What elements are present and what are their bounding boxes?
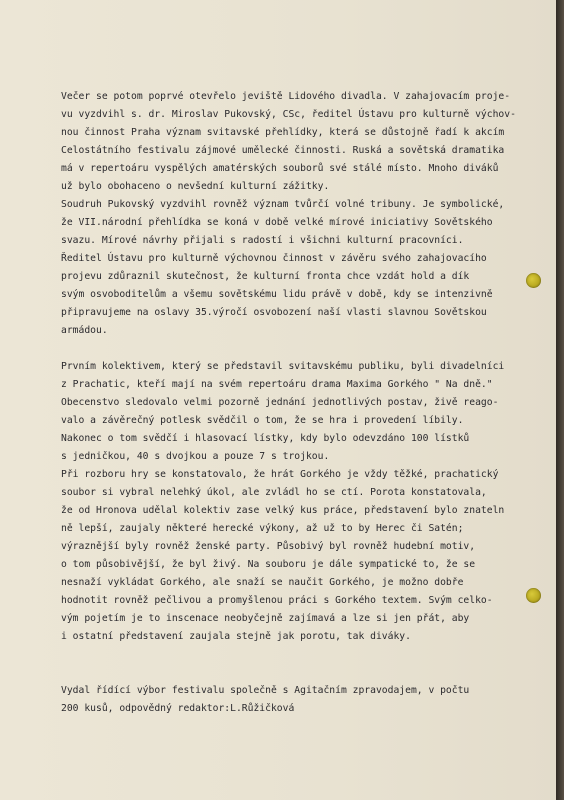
- text-line: Při rozboru hry se konstatovalo, že hrát Gorkého je vždy těžké, prachatický: [61, 469, 499, 480]
- paragraph-gap: [61, 646, 545, 664]
- text-line: už bylo obohaceno o nevšední kulturní zážitky.: [61, 181, 330, 192]
- typed-text-body: [61, 88, 545, 718]
- text-line: i ostatní představení zaujala stejně jak porotu, tak diváky.: [61, 631, 411, 642]
- text-line: vým pojetím je to inscenace neobyčejně zajímavá a lze si jen přát, aby: [61, 613, 470, 624]
- text-line: nesnaží vykládat Gorkého, ale snaží se naučit Gorkého, je možno dobře: [61, 577, 464, 588]
- text-line: má v repertoáru vyspělých amatérských souborů své stálé místo. Mnoho diváků: [61, 163, 499, 174]
- text-line: o tom působivější, že byl živý. Na souboru je dále sympatické to, že se: [61, 559, 476, 570]
- text-line: vu vyzdvihl s. dr. Miroslav Pukovský, CSc, ředitel Ústavu pro kulturně výchov-: [61, 109, 516, 120]
- text-line: Obecenstvo sledovalo velmi pozorně jednání jednotlivých postav, živě reago-: [61, 397, 499, 408]
- text-line: Vydal řídící výbor festivalu společně s Agitačním zpravodajem, v počtu: [61, 685, 470, 696]
- page-edge-shadow: [556, 0, 564, 800]
- paragraph-gap: [61, 664, 545, 682]
- text-line: ně lepší, zaujaly některé herecké výkony, až už to by Herec či Satén;: [61, 523, 464, 534]
- text-line: 200 kusů, odpovědný redaktor:L.Růžičková: [61, 703, 295, 714]
- text-line: že VII.národní přehlídka se koná v době velké mírové iniciativy Sovětského: [61, 217, 493, 228]
- text-line: Soudruh Pukovský vyzdvihl rovněž význam tvůrčí volné tribuny. Je symbolické,: [61, 199, 505, 210]
- text-line: armádou.: [61, 325, 108, 336]
- text-line: Prvním kolektivem, který se představil svitavskému publiku, byli divadelníci: [61, 361, 505, 372]
- paragraph-gap: [61, 340, 545, 358]
- text-line: Nakonec o tom svědčí i hlasovací lístky, kdy bylo odevzdáno 100 lístků: [61, 433, 470, 444]
- text-line: hodnotit rovněž pečlivou a promyšlenou práci s Gorkého textem. Svým celko-: [61, 595, 493, 606]
- text-line: výraznější byly rovněž ženské party. Působivý byl rovněž hudební motiv,: [61, 541, 476, 552]
- text-line: svým osvoboditelům a všemu sovětskému lidu právě v době, kdy se intenzivně: [61, 289, 493, 300]
- text-line: s jedničkou, 40 s dvojkou a pouze 7 s trojkou.: [61, 451, 330, 462]
- text-line: valo a závěrečný potlesk svědčil o tom, že se hra i provedení líbily.: [61, 415, 464, 426]
- text-line: Ředitel Ústavu pro kulturně výchovnou činnost v závěru svého zahajovacího: [61, 253, 487, 264]
- text-line: nou činnost Praha význam svitavské přehlídky, která se důstojně řadí k akcím: [61, 127, 505, 138]
- binder-hole-lower: [526, 588, 541, 603]
- text-line: svazu. Mírové návrhy přijali s radostí i všichni kulturní pracovníci.: [61, 235, 464, 246]
- text-line: že od Hronova udělal kolektiv zase velký kus práce, představení bylo znateln: [61, 505, 505, 516]
- text-line: soubor si vybral nelehký úkol, ale zvládl ho se ctí. Porota konstatovala,: [61, 487, 487, 498]
- text-line: připravujeme na oslavy 35.výročí osvobození naší vlasti slavnou Sovětskou: [61, 307, 487, 318]
- text-line: z Prachatic, kteří mají na svém repertoáru drama Maxima Gorkého " Na dně.": [61, 379, 493, 390]
- text-line: Večer se potom poprvé otevřelo jeviště Lidového divadla. V zahajovacím proje-: [61, 91, 511, 102]
- text-line: projevu zdůraznil skutečnost, že kulturní fronta chce vzdát hold a dík: [61, 271, 470, 282]
- text-line: Celostátního festivalu zájmové umělecké činnosti. Ruská a sovětská dramatika: [61, 145, 505, 156]
- binder-hole-upper: [526, 273, 541, 288]
